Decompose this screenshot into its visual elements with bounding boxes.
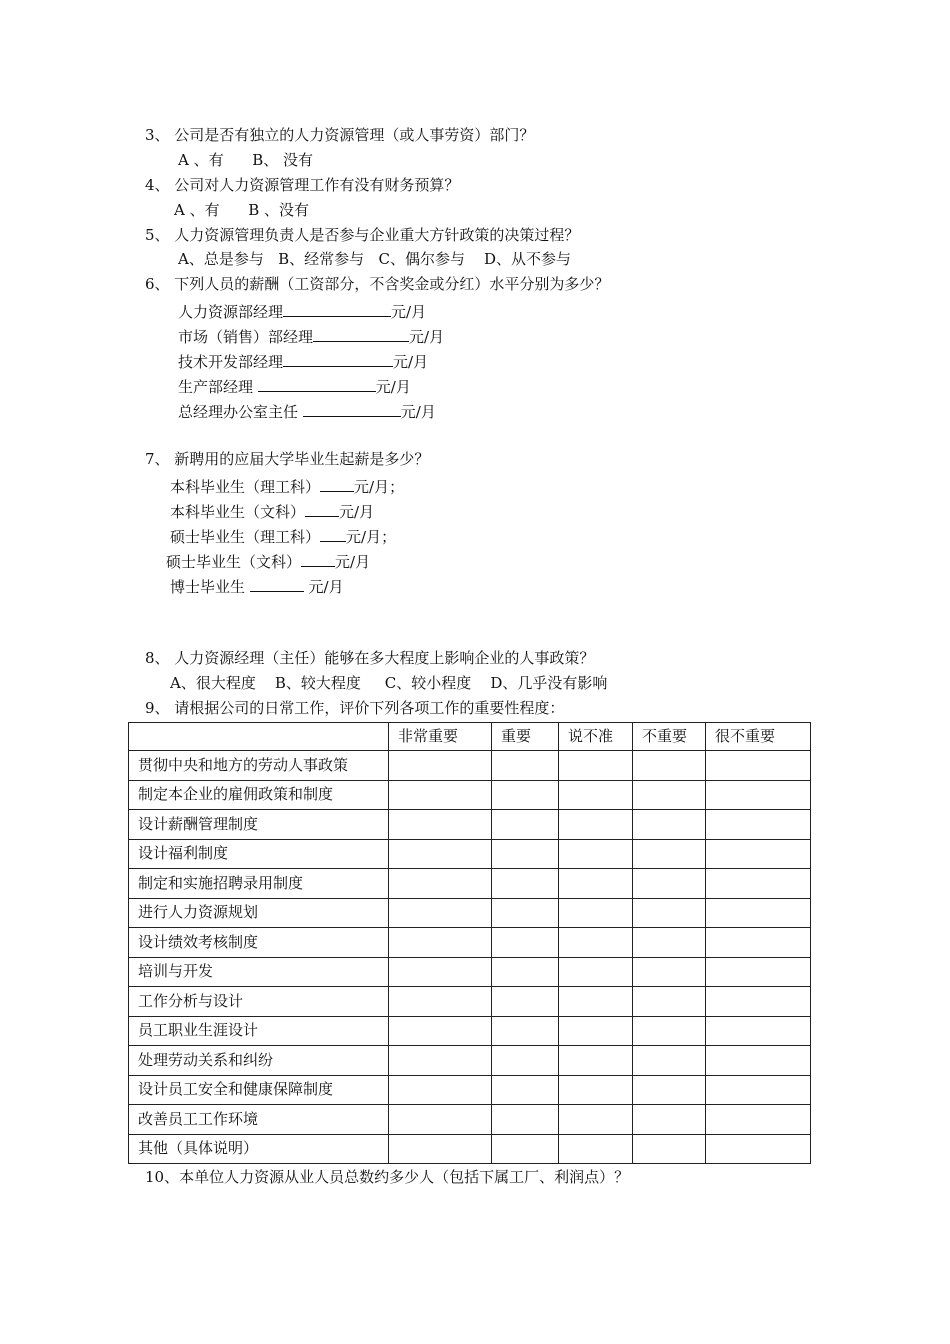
salary-unit: 元/月 xyxy=(393,353,429,371)
question-3: 3、 公司是否有独立的人力资源管理（或人事劳资）部门？ xyxy=(145,126,535,144)
rating-cell[interactable] xyxy=(633,1046,706,1076)
rating-cell[interactable] xyxy=(559,869,633,899)
rating-cell[interactable] xyxy=(559,957,633,987)
rating-cell[interactable] xyxy=(706,839,811,869)
salary-label: 技术开发部经理 xyxy=(178,353,284,371)
rating-cell[interactable] xyxy=(492,1075,559,1105)
question-5-options: A、总是参与 B、经常参与 C、偶尔参与 D、从不参与 xyxy=(178,250,572,268)
rating-cell[interactable] xyxy=(633,957,706,987)
salary-item xyxy=(178,377,411,395)
rating-cell[interactable] xyxy=(389,987,492,1017)
starting-salary-label: 本科毕业生（文科） xyxy=(170,503,306,521)
rating-cell[interactable] xyxy=(559,928,633,958)
task-label: 设计福利制度 xyxy=(129,839,389,869)
task-label: 培训与开发 xyxy=(129,957,389,987)
column-header xyxy=(129,723,389,751)
rating-cell[interactable] xyxy=(492,1134,559,1164)
task-label: 进行人力资源规划 xyxy=(129,898,389,928)
table-row xyxy=(129,987,811,1017)
starting-salary-unit: 元/月； xyxy=(346,528,397,546)
table-row xyxy=(129,957,811,987)
starting-salary-unit: 元/月 xyxy=(339,503,375,521)
rating-cell[interactable] xyxy=(389,1016,492,1046)
rating-cell[interactable] xyxy=(559,810,633,840)
column-header: 很不重要 xyxy=(706,723,811,751)
rating-cell[interactable] xyxy=(389,957,492,987)
rating-cell[interactable] xyxy=(633,869,706,899)
starting-salary-blank[interactable] xyxy=(320,477,354,492)
rating-cell[interactable] xyxy=(706,751,811,781)
starting-salary-unit: 元/月 xyxy=(303,578,344,596)
task-label: 设计薪酬管理制度 xyxy=(129,810,389,840)
salary-label: 总经理办公室主任 xyxy=(178,403,303,421)
starting-salary-item xyxy=(170,477,404,495)
rating-cell[interactable] xyxy=(706,898,811,928)
starting-salary-blank[interactable] xyxy=(250,577,304,592)
rating-cell[interactable] xyxy=(559,898,633,928)
rating-cell[interactable] xyxy=(706,1075,811,1105)
rating-cell[interactable] xyxy=(559,1134,633,1164)
question-5: 5、 人力资源管理负责人是否参与企业重大方针政策的决策过程？ xyxy=(145,226,580,244)
rating-cell[interactable] xyxy=(492,839,559,869)
rating-cell[interactable] xyxy=(389,751,492,781)
starting-salary-unit: 元/月 xyxy=(335,553,371,571)
rating-cell[interactable] xyxy=(633,780,706,810)
rating-cell[interactable] xyxy=(389,1134,492,1164)
rating-cell[interactable] xyxy=(559,1016,633,1046)
starting-salary-blank[interactable] xyxy=(301,552,335,567)
rating-cell[interactable] xyxy=(633,1134,706,1164)
starting-salary-item xyxy=(170,577,344,595)
task-label: 制定和实施招聘录用制度 xyxy=(129,869,389,899)
rating-cell[interactable] xyxy=(633,839,706,869)
question-6: 6、 下列人员的薪酬（工资部分，不含奖金或分红）水平分别为多少？ xyxy=(145,275,610,293)
salary-unit: 元/月 xyxy=(375,378,411,396)
rating-cell[interactable] xyxy=(706,987,811,1017)
rating-cell[interactable] xyxy=(389,1075,492,1105)
question-3-options: A 、有 B、 没有 xyxy=(178,151,314,169)
table-row xyxy=(129,839,811,869)
rating-cell[interactable] xyxy=(492,898,559,928)
rating-cell[interactable] xyxy=(389,780,492,810)
rating-cell[interactable] xyxy=(389,928,492,958)
table-row xyxy=(129,1046,811,1076)
task-label: 改善员工工作环境 xyxy=(129,1105,389,1135)
rating-cell[interactable] xyxy=(633,987,706,1017)
table-row xyxy=(129,780,811,810)
task-label: 设计员工安全和健康保障制度 xyxy=(129,1075,389,1105)
table-row xyxy=(129,1075,811,1105)
rating-cell[interactable] xyxy=(706,1016,811,1046)
question-9: 9、 请根据公司的日常工作，评价下列各项工作的重要性程度： xyxy=(145,699,565,717)
rating-cell[interactable] xyxy=(559,987,633,1017)
rating-cell[interactable] xyxy=(492,810,559,840)
rating-cell[interactable] xyxy=(706,1105,811,1135)
question-8: 8、 人力资源经理（主任）能够在多大程度上影响企业的人事政策？ xyxy=(145,649,595,667)
starting-salary-label: 硕士毕业生（理工科） xyxy=(170,528,321,546)
table-row xyxy=(129,1134,811,1164)
rating-cell[interactable] xyxy=(389,810,492,840)
table-row xyxy=(129,928,811,958)
starting-salary-item xyxy=(170,502,374,520)
importance-rating-table xyxy=(128,722,811,1164)
starting-salary-label: 博士毕业生 xyxy=(170,578,250,596)
salary-item xyxy=(178,327,444,345)
salary-input-blank[interactable] xyxy=(283,302,391,317)
column-header: 非常重要 xyxy=(389,723,492,751)
starting-salary-unit: 元/月； xyxy=(354,478,405,496)
rating-cell[interactable] xyxy=(706,1134,811,1164)
question-4-options: A 、有 B 、没有 xyxy=(174,201,310,219)
rating-cell[interactable] xyxy=(492,957,559,987)
rating-cell[interactable] xyxy=(492,1046,559,1076)
salary-item xyxy=(178,402,436,420)
task-label: 其他（具体说明） xyxy=(129,1134,389,1164)
rating-cell[interactable] xyxy=(706,810,811,840)
salary-label: 市场（销售）部经理 xyxy=(178,328,314,346)
rating-cell[interactable] xyxy=(492,987,559,1017)
salary-unit: 元/月 xyxy=(391,303,427,321)
rating-cell[interactable] xyxy=(706,780,811,810)
task-label: 工作分析与设计 xyxy=(129,987,389,1017)
starting-salary-item xyxy=(170,527,396,545)
column-header: 说不准 xyxy=(559,723,633,751)
task-label: 员工职业生涯设计 xyxy=(129,1016,389,1046)
table-row xyxy=(129,1105,811,1135)
starting-salary-label: 硕士毕业生（文科） xyxy=(166,553,302,571)
rating-cell[interactable] xyxy=(389,869,492,899)
table-header-row xyxy=(129,723,811,751)
rating-cell[interactable] xyxy=(633,1075,706,1105)
rating-cell[interactable] xyxy=(633,928,706,958)
table-row xyxy=(129,869,811,899)
question-7: 7、 新聘用的应届大学毕业生起薪是多少？ xyxy=(145,450,430,468)
rating-cell[interactable] xyxy=(559,780,633,810)
rating-cell[interactable] xyxy=(492,869,559,899)
salary-input-blank[interactable] xyxy=(313,327,409,342)
rating-cell[interactable] xyxy=(706,1046,811,1076)
rating-cell[interactable] xyxy=(633,1016,706,1046)
task-label: 贯彻中央和地方的劳动人事政策 xyxy=(129,751,389,781)
rating-cell[interactable] xyxy=(492,1016,559,1046)
column-header: 不重要 xyxy=(633,723,706,751)
rating-cell[interactable] xyxy=(633,810,706,840)
rating-cell[interactable] xyxy=(559,1105,633,1135)
question-8-options: A、很大程度 B、较大程度 C、较小程度 D、几乎没有影响 xyxy=(170,674,608,692)
table-row xyxy=(129,810,811,840)
salary-input-blank[interactable] xyxy=(283,352,393,367)
salary-label: 人力资源部经理 xyxy=(178,303,284,321)
starting-salary-blank[interactable] xyxy=(320,527,346,542)
column-header: 重要 xyxy=(492,723,559,751)
starting-salary-item xyxy=(166,552,370,570)
rating-cell[interactable] xyxy=(706,869,811,899)
rating-cell[interactable] xyxy=(389,839,492,869)
rating-cell[interactable] xyxy=(389,1105,492,1135)
rating-cell[interactable] xyxy=(706,928,811,958)
rating-cell[interactable] xyxy=(389,898,492,928)
rating-cell[interactable] xyxy=(492,1105,559,1135)
task-label: 制定本企业的雇佣政策和制度 xyxy=(129,780,389,810)
salary-item xyxy=(178,352,428,370)
table-row xyxy=(129,751,811,781)
table-row xyxy=(129,898,811,928)
starting-salary-blank[interactable] xyxy=(305,502,339,517)
salary-input-blank[interactable] xyxy=(303,402,401,417)
salary-input-blank[interactable] xyxy=(258,377,376,392)
rating-cell[interactable] xyxy=(492,780,559,810)
starting-salary-label: 本科毕业生（理工科） xyxy=(170,478,321,496)
rating-cell[interactable] xyxy=(633,1105,706,1135)
task-label: 处理劳动关系和纠纷 xyxy=(129,1046,389,1076)
rating-cell[interactable] xyxy=(633,898,706,928)
question-4: 4、 公司对人力资源管理工作有没有财务预算？ xyxy=(145,176,460,194)
question-10: 10、本单位人力资源从业人员总数约多少人（包括下属工厂、利润点）？ xyxy=(145,1168,630,1186)
salary-item xyxy=(178,302,426,320)
salary-unit: 元/月 xyxy=(400,403,436,421)
rating-cell[interactable] xyxy=(559,1075,633,1105)
rating-cell[interactable] xyxy=(389,1046,492,1076)
rating-cell[interactable] xyxy=(559,1046,633,1076)
rating-cell[interactable] xyxy=(492,928,559,958)
salary-unit: 元/月 xyxy=(409,328,445,346)
rating-cell[interactable] xyxy=(559,751,633,781)
task-label: 设计绩效考核制度 xyxy=(129,928,389,958)
salary-label: 生产部经理 xyxy=(178,378,258,396)
rating-cell[interactable] xyxy=(492,751,559,781)
table-row xyxy=(129,1016,811,1046)
rating-cell[interactable] xyxy=(633,751,706,781)
rating-cell[interactable] xyxy=(706,957,811,987)
rating-cell[interactable] xyxy=(559,839,633,869)
